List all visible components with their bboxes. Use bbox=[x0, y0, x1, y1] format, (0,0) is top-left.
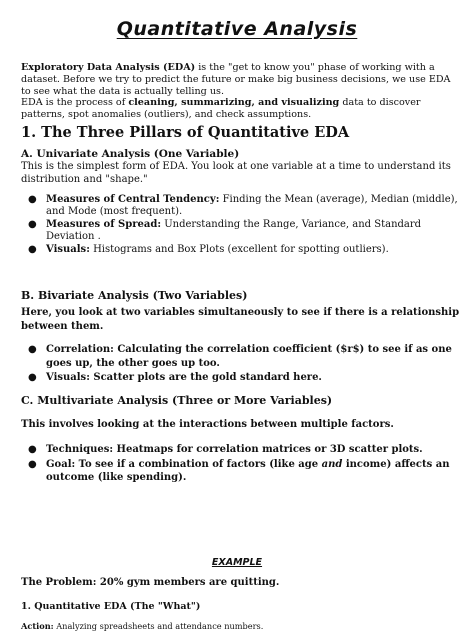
example-label: EXAMPLE bbox=[211, 557, 263, 568]
problem-statement: The Problem: 20% gym members are quitting. bbox=[21, 577, 280, 588]
bullet-icon: ● bbox=[28, 218, 37, 230]
document-title: Quantitative Analysis bbox=[116, 18, 358, 40]
intro-paragraph bbox=[21, 62, 461, 121]
bullet-icon: ● bbox=[28, 344, 37, 355]
list-item: ● Correlation: Calculating the correlation coefficient ($r$) to see if as one goes up, the other goes up too. bbox=[28, 344, 452, 369]
multivariate-description: This involves looking at the interactions between multiple factors. bbox=[21, 419, 394, 430]
bullet-icon: ● bbox=[28, 372, 37, 383]
univariate-description: This is the simplest form of EDA. You look at one variable at a time to understand its distribution and "shape." bbox=[21, 161, 451, 185]
bullet-icon: ● bbox=[28, 458, 37, 470]
multivariate-bullet-list bbox=[28, 443, 458, 486]
bullet-icon: ● bbox=[28, 444, 37, 455]
subheading-univariate: A. Univariate Analysis (One Variable) bbox=[21, 148, 240, 160]
list-item: ● Visuals: Histograms and Box Plots (excellent for spotting outliers). bbox=[28, 243, 389, 255]
list-item: ● Goal: To see if a combination of factors (like age and income) affects an outcome (like spending). bbox=[28, 458, 450, 483]
intro-line-1: Exploratory Data Analysis (EDA) is the "get to know you" phase of working with a dataset. Before we try to predict the future or make big business decisions, we use EDA to see what the data is actually telling us. bbox=[21, 62, 451, 97]
list-item: ● Techniques: Heatmaps for correlation matrices or 3D scatter plots. bbox=[28, 444, 423, 455]
bivariate-description: Here, you look at two variables simultaneously to see if there is a relationship between them. bbox=[21, 307, 460, 332]
subheading-multivariate: C. Multivariate Analysis (Three or More Variables) bbox=[21, 394, 333, 407]
subheading-bivariate: B. Bivariate Analysis (Two Variables) bbox=[21, 289, 248, 302]
example-heading: 1. Quantitative EDA (The "What") bbox=[21, 601, 201, 612]
action-line: Action: Analyzing spreadsheets and attendance numbers. bbox=[21, 621, 264, 631]
section-heading-pillars: 1. The Three Pillars of Quantitative EDA bbox=[21, 124, 350, 141]
bullet-icon: ● bbox=[28, 194, 37, 205]
bullet-icon: ● bbox=[28, 243, 37, 255]
univariate-bullet-list bbox=[28, 194, 458, 256]
intro-line-2: EDA is the process of cleaning, summarizing, and visualizing data to discover patterns, spot anomalies (outliers), and check assumptions. bbox=[21, 97, 421, 121]
list-item: ● Visuals: Scatter plots are the gold standard here. bbox=[28, 372, 322, 383]
list-item: ● Measures of Spread: Understanding the Range, Variance, and Standard Deviation . bbox=[28, 218, 422, 243]
bivariate-bullet-list bbox=[28, 343, 458, 386]
list-item: ● Measures of Central Tendency: Finding the Mean (average), Median (middle), and Mode (most frequent). bbox=[28, 194, 458, 218]
